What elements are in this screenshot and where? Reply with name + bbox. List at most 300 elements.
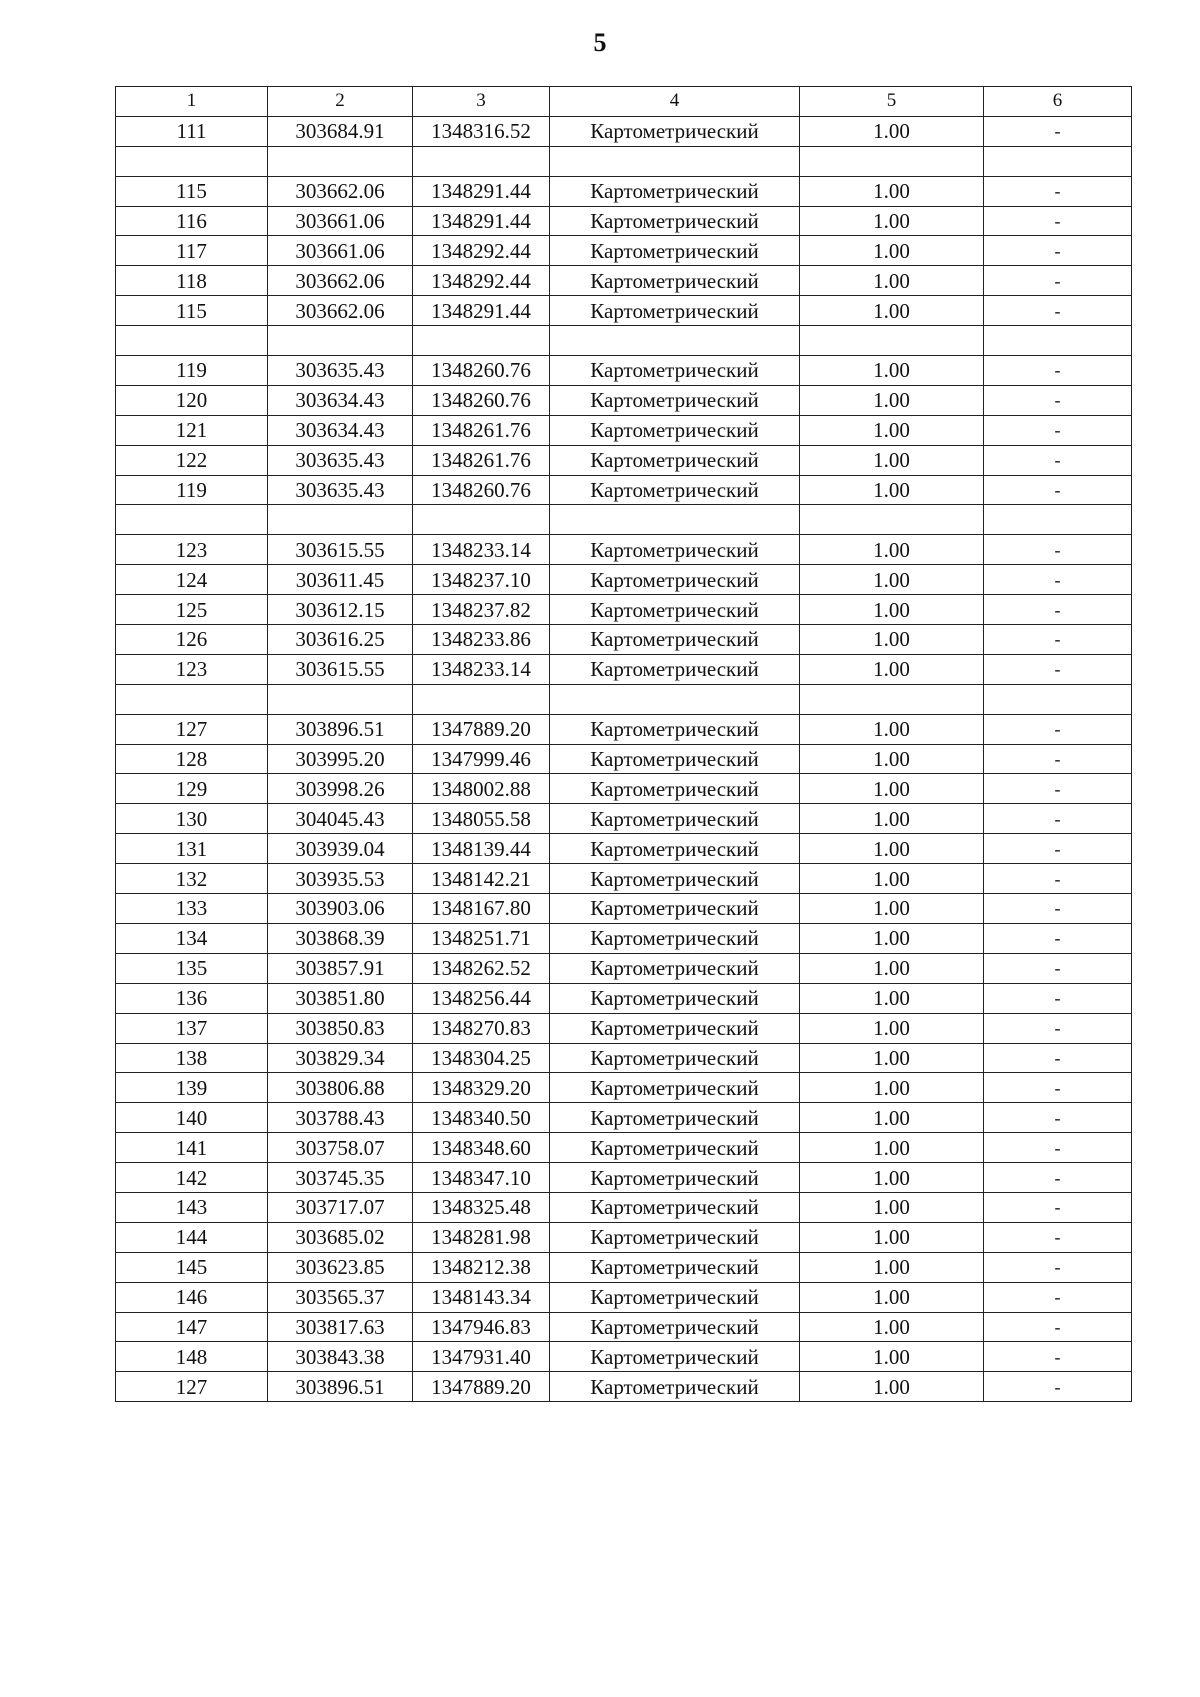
note-cell: - [984, 1073, 1132, 1103]
point-number-cell: 128 [116, 744, 268, 774]
y-coordinate-cell: 1348002.88 [413, 774, 550, 804]
method-cell: Картометрический [550, 595, 800, 625]
x-coordinate-cell: 303565.37 [268, 1282, 413, 1312]
accuracy-cell: 1.00 [800, 774, 984, 804]
accuracy-cell: 1.00 [800, 1192, 984, 1222]
x-coordinate-cell: 303998.26 [268, 774, 413, 804]
method-cell: Картометрический [550, 864, 800, 894]
note-cell: - [984, 1103, 1132, 1133]
accuracy-cell: 1.00 [800, 864, 984, 894]
note-cell [984, 146, 1132, 176]
accuracy-cell: 1.00 [800, 206, 984, 236]
table-row [116, 894, 1132, 924]
y-coordinate-cell: 1348270.83 [413, 1013, 550, 1043]
note-cell: - [984, 1252, 1132, 1282]
y-coordinate-cell: 1348233.14 [413, 654, 550, 684]
column-header: 4 [550, 87, 800, 117]
accuracy-cell: 1.00 [800, 1312, 984, 1342]
x-coordinate-cell: 303635.43 [268, 356, 413, 386]
table-row [116, 1163, 1132, 1193]
note-cell: - [984, 1043, 1132, 1073]
accuracy-cell: 1.00 [800, 1103, 984, 1133]
point-number-cell: 119 [116, 475, 268, 505]
point-number-cell: 126 [116, 625, 268, 655]
note-cell: - [984, 804, 1132, 834]
note-cell: - [984, 834, 1132, 864]
note-cell: - [984, 1222, 1132, 1252]
point-number-cell: 145 [116, 1252, 268, 1282]
method-cell: Картометрический [550, 475, 800, 505]
y-coordinate-cell: 1348262.52 [413, 953, 550, 983]
y-coordinate-cell: 1348139.44 [413, 834, 550, 864]
column-header: 1 [116, 87, 268, 117]
note-cell: - [984, 1372, 1132, 1402]
y-coordinate-cell: 1347946.83 [413, 1312, 550, 1342]
table-row [116, 774, 1132, 804]
coordinates-table [115, 86, 1132, 1402]
table-row [116, 1342, 1132, 1372]
method-cell: Картометрический [550, 894, 800, 924]
y-coordinate-cell: 1347889.20 [413, 714, 550, 744]
point-number-cell [116, 684, 268, 714]
y-coordinate-cell [413, 146, 550, 176]
y-coordinate-cell [413, 326, 550, 356]
note-cell: - [984, 116, 1132, 146]
y-coordinate-cell: 1348291.44 [413, 176, 550, 206]
x-coordinate-cell: 304045.43 [268, 804, 413, 834]
y-coordinate-cell: 1348291.44 [413, 206, 550, 236]
note-cell: - [984, 296, 1132, 326]
y-coordinate-cell: 1348281.98 [413, 1222, 550, 1252]
x-coordinate-cell: 303758.07 [268, 1133, 413, 1163]
table-header-row [116, 87, 1132, 117]
note-cell: - [984, 654, 1132, 684]
accuracy-cell: 1.00 [800, 385, 984, 415]
table-row [116, 415, 1132, 445]
x-coordinate-cell: 303635.43 [268, 475, 413, 505]
x-coordinate-cell: 303806.88 [268, 1073, 413, 1103]
column-header: 6 [984, 87, 1132, 117]
note-cell: - [984, 236, 1132, 266]
x-coordinate-cell: 303829.34 [268, 1043, 413, 1073]
point-number-cell: 148 [116, 1342, 268, 1372]
accuracy-cell: 1.00 [800, 296, 984, 326]
accuracy-cell [800, 684, 984, 714]
note-cell: - [984, 475, 1132, 505]
x-coordinate-cell [268, 684, 413, 714]
point-number-cell: 122 [116, 445, 268, 475]
x-coordinate-cell: 303850.83 [268, 1013, 413, 1043]
x-coordinate-cell: 303615.55 [268, 535, 413, 565]
table-row [116, 206, 1132, 236]
table-row [116, 116, 1132, 146]
table-row [116, 535, 1132, 565]
method-cell: Картометрический [550, 654, 800, 684]
note-cell: - [984, 1013, 1132, 1043]
note-cell: - [984, 923, 1132, 953]
accuracy-cell [800, 505, 984, 535]
x-coordinate-cell: 303662.06 [268, 296, 413, 326]
method-cell: Картометрический [550, 744, 800, 774]
y-coordinate-cell [413, 505, 550, 535]
accuracy-cell: 1.00 [800, 1013, 984, 1043]
x-coordinate-cell: 303684.91 [268, 116, 413, 146]
accuracy-cell: 1.00 [800, 1133, 984, 1163]
table-row [116, 864, 1132, 894]
point-number-cell: 130 [116, 804, 268, 834]
method-cell [550, 505, 800, 535]
point-number-cell: 111 [116, 116, 268, 146]
note-cell: - [984, 983, 1132, 1013]
y-coordinate-cell: 1348260.76 [413, 385, 550, 415]
y-coordinate-cell: 1348316.52 [413, 116, 550, 146]
y-coordinate-cell: 1348325.48 [413, 1192, 550, 1222]
point-number-cell: 116 [116, 206, 268, 236]
note-cell: - [984, 714, 1132, 744]
y-coordinate-cell: 1348237.10 [413, 565, 550, 595]
y-coordinate-cell: 1348348.60 [413, 1133, 550, 1163]
accuracy-cell: 1.00 [800, 595, 984, 625]
table-row [116, 475, 1132, 505]
x-coordinate-cell: 303611.45 [268, 565, 413, 595]
note-cell: - [984, 1342, 1132, 1372]
point-number-cell: 123 [116, 654, 268, 684]
method-cell: Картометрический [550, 1133, 800, 1163]
accuracy-cell: 1.00 [800, 1252, 984, 1282]
y-coordinate-cell: 1348329.20 [413, 1073, 550, 1103]
table-row [116, 714, 1132, 744]
accuracy-cell: 1.00 [800, 565, 984, 595]
accuracy-cell: 1.00 [800, 625, 984, 655]
x-coordinate-cell: 303634.43 [268, 385, 413, 415]
accuracy-cell: 1.00 [800, 1372, 984, 1402]
table-row [116, 684, 1132, 714]
table-body [116, 116, 1132, 1401]
x-coordinate-cell: 303685.02 [268, 1222, 413, 1252]
note-cell: - [984, 953, 1132, 983]
point-number-cell: 121 [116, 415, 268, 445]
point-number-cell: 129 [116, 774, 268, 804]
x-coordinate-cell: 303662.06 [268, 266, 413, 296]
table-row [116, 804, 1132, 834]
method-cell: Картометрический [550, 1013, 800, 1043]
point-number-cell: 138 [116, 1043, 268, 1073]
accuracy-cell: 1.00 [800, 475, 984, 505]
table-row [116, 654, 1132, 684]
x-coordinate-cell [268, 505, 413, 535]
point-number-cell: 123 [116, 535, 268, 565]
point-number-cell: 115 [116, 296, 268, 326]
table-row [116, 1013, 1132, 1043]
y-coordinate-cell: 1348304.25 [413, 1043, 550, 1073]
table-row [116, 445, 1132, 475]
accuracy-cell: 1.00 [800, 1163, 984, 1193]
method-cell: Картометрический [550, 206, 800, 236]
point-number-cell: 127 [116, 1372, 268, 1402]
y-coordinate-cell: 1348261.76 [413, 415, 550, 445]
y-coordinate-cell: 1348260.76 [413, 475, 550, 505]
table-row [116, 326, 1132, 356]
method-cell: Картометрический [550, 535, 800, 565]
note-cell: - [984, 1282, 1132, 1312]
method-cell [550, 146, 800, 176]
point-number-cell: 115 [116, 176, 268, 206]
x-coordinate-cell: 303661.06 [268, 206, 413, 236]
table-row [116, 953, 1132, 983]
note-cell: - [984, 1133, 1132, 1163]
table-row [116, 1372, 1132, 1402]
y-coordinate-cell: 1348233.14 [413, 535, 550, 565]
y-coordinate-cell: 1348167.80 [413, 894, 550, 924]
method-cell: Картометрический [550, 774, 800, 804]
accuracy-cell: 1.00 [800, 804, 984, 834]
table-row [116, 1222, 1132, 1252]
point-number-cell: 140 [116, 1103, 268, 1133]
table-row [116, 1192, 1132, 1222]
table-row [116, 1133, 1132, 1163]
y-coordinate-cell: 1348340.50 [413, 1103, 550, 1133]
method-cell: Картометрический [550, 1342, 800, 1372]
x-coordinate-cell: 303868.39 [268, 923, 413, 953]
accuracy-cell: 1.00 [800, 535, 984, 565]
x-coordinate-cell: 303857.91 [268, 953, 413, 983]
note-cell: - [984, 864, 1132, 894]
x-coordinate-cell: 303939.04 [268, 834, 413, 864]
method-cell: Картометрический [550, 445, 800, 475]
x-coordinate-cell: 303745.35 [268, 1163, 413, 1193]
method-cell: Картометрический [550, 236, 800, 266]
note-cell: - [984, 176, 1132, 206]
method-cell: Картометрический [550, 1043, 800, 1073]
point-number-cell: 127 [116, 714, 268, 744]
note-cell: - [984, 356, 1132, 386]
point-number-cell: 119 [116, 356, 268, 386]
point-number-cell: 143 [116, 1192, 268, 1222]
x-coordinate-cell: 303935.53 [268, 864, 413, 894]
note-cell [984, 505, 1132, 535]
table-row [116, 1073, 1132, 1103]
accuracy-cell: 1.00 [800, 116, 984, 146]
accuracy-cell: 1.00 [800, 983, 984, 1013]
x-coordinate-cell: 303896.51 [268, 714, 413, 744]
y-coordinate-cell: 1348347.10 [413, 1163, 550, 1193]
point-number-cell [116, 505, 268, 535]
method-cell: Картометрический [550, 116, 800, 146]
x-coordinate-cell: 303817.63 [268, 1312, 413, 1342]
point-number-cell: 147 [116, 1312, 268, 1342]
method-cell: Картометрический [550, 565, 800, 595]
table-row [116, 146, 1132, 176]
y-coordinate-cell: 1347889.20 [413, 1372, 550, 1402]
point-number-cell: 124 [116, 565, 268, 595]
note-cell: - [984, 625, 1132, 655]
y-coordinate-cell: 1348143.34 [413, 1282, 550, 1312]
table-row [116, 834, 1132, 864]
x-coordinate-cell: 303616.25 [268, 625, 413, 655]
point-number-cell: 125 [116, 595, 268, 625]
y-coordinate-cell: 1348142.21 [413, 864, 550, 894]
point-number-cell [116, 326, 268, 356]
y-coordinate-cell: 1348055.58 [413, 804, 550, 834]
note-cell: - [984, 565, 1132, 595]
point-number-cell: 131 [116, 834, 268, 864]
method-cell: Картометрический [550, 296, 800, 326]
point-number-cell: 133 [116, 894, 268, 924]
y-coordinate-cell: 1348212.38 [413, 1252, 550, 1282]
table-row [116, 744, 1132, 774]
x-coordinate-cell: 303851.80 [268, 983, 413, 1013]
x-coordinate-cell: 303717.07 [268, 1192, 413, 1222]
accuracy-cell: 1.00 [800, 834, 984, 864]
accuracy-cell: 1.00 [800, 923, 984, 953]
table-row [116, 625, 1132, 655]
point-number-cell: 117 [116, 236, 268, 266]
note-cell: - [984, 744, 1132, 774]
x-coordinate-cell: 303843.38 [268, 1342, 413, 1372]
table-row [116, 1282, 1132, 1312]
note-cell: - [984, 206, 1132, 236]
method-cell: Картометрический [550, 834, 800, 864]
page-number: 5 [593, 28, 607, 57]
note-cell: - [984, 595, 1132, 625]
point-number-cell: 141 [116, 1133, 268, 1163]
table-row [116, 565, 1132, 595]
point-number-cell: 120 [116, 385, 268, 415]
note-cell: - [984, 535, 1132, 565]
point-number-cell: 136 [116, 983, 268, 1013]
method-cell: Картометрический [550, 415, 800, 445]
method-cell: Картометрический [550, 266, 800, 296]
accuracy-cell: 1.00 [800, 744, 984, 774]
method-cell: Картометрический [550, 1312, 800, 1342]
y-coordinate-cell: 1348260.76 [413, 356, 550, 386]
table-row [116, 1103, 1132, 1133]
y-coordinate-cell: 1347931.40 [413, 1342, 550, 1372]
y-coordinate-cell: 1348261.76 [413, 445, 550, 475]
method-cell: Картометрический [550, 714, 800, 744]
table-row [116, 236, 1132, 266]
accuracy-cell: 1.00 [800, 654, 984, 684]
method-cell: Картометрический [550, 1192, 800, 1222]
x-coordinate-cell [268, 326, 413, 356]
point-number-cell: 118 [116, 266, 268, 296]
method-cell: Картометрический [550, 625, 800, 655]
accuracy-cell: 1.00 [800, 1043, 984, 1073]
method-cell: Картометрический [550, 1252, 800, 1282]
method-cell: Картометрический [550, 1163, 800, 1193]
method-cell: Картометрический [550, 1282, 800, 1312]
column-header: 3 [413, 87, 550, 117]
accuracy-cell: 1.00 [800, 1282, 984, 1312]
y-coordinate-cell: 1348291.44 [413, 296, 550, 326]
note-cell [984, 684, 1132, 714]
table-row [116, 923, 1132, 953]
note-cell: - [984, 1192, 1132, 1222]
y-coordinate-cell: 1347999.46 [413, 744, 550, 774]
note-cell [984, 326, 1132, 356]
table-row [116, 983, 1132, 1013]
method-cell [550, 326, 800, 356]
method-cell: Картометрический [550, 923, 800, 953]
method-cell: Картометрический [550, 804, 800, 834]
note-cell: - [984, 445, 1132, 475]
y-coordinate-cell: 1348251.71 [413, 923, 550, 953]
method-cell: Картометрический [550, 1073, 800, 1103]
point-number-cell [116, 146, 268, 176]
x-coordinate-cell: 303635.43 [268, 445, 413, 475]
table-row [116, 1312, 1132, 1342]
point-number-cell: 135 [116, 953, 268, 983]
note-cell: - [984, 1312, 1132, 1342]
accuracy-cell: 1.00 [800, 356, 984, 386]
note-cell: - [984, 385, 1132, 415]
x-coordinate-cell: 303623.85 [268, 1252, 413, 1282]
accuracy-cell: 1.00 [800, 714, 984, 744]
accuracy-cell: 1.00 [800, 1073, 984, 1103]
x-coordinate-cell: 303788.43 [268, 1103, 413, 1133]
table-row [116, 595, 1132, 625]
note-cell: - [984, 894, 1132, 924]
x-coordinate-cell: 303612.15 [268, 595, 413, 625]
table-row [116, 176, 1132, 206]
accuracy-cell [800, 146, 984, 176]
point-number-cell: 142 [116, 1163, 268, 1193]
accuracy-cell: 1.00 [800, 236, 984, 266]
point-number-cell: 146 [116, 1282, 268, 1312]
method-cell: Картометрический [550, 953, 800, 983]
method-cell: Картометрический [550, 356, 800, 386]
note-cell: - [984, 415, 1132, 445]
y-coordinate-cell: 1348292.44 [413, 266, 550, 296]
table-row [116, 505, 1132, 535]
y-coordinate-cell: 1348256.44 [413, 983, 550, 1013]
accuracy-cell: 1.00 [800, 1222, 984, 1252]
point-number-cell: 144 [116, 1222, 268, 1252]
table-row [116, 356, 1132, 386]
accuracy-cell: 1.00 [800, 266, 984, 296]
y-coordinate-cell [413, 684, 550, 714]
table-row [116, 1043, 1132, 1073]
x-coordinate-cell: 303995.20 [268, 744, 413, 774]
accuracy-cell: 1.00 [800, 176, 984, 206]
y-coordinate-cell: 1348233.86 [413, 625, 550, 655]
column-header: 2 [268, 87, 413, 117]
accuracy-cell: 1.00 [800, 953, 984, 983]
accuracy-cell: 1.00 [800, 415, 984, 445]
method-cell: Картометрический [550, 176, 800, 206]
method-cell: Картометрический [550, 1372, 800, 1402]
accuracy-cell [800, 326, 984, 356]
x-coordinate-cell: 303662.06 [268, 176, 413, 206]
table-row [116, 266, 1132, 296]
x-coordinate-cell: 303615.55 [268, 654, 413, 684]
point-number-cell: 137 [116, 1013, 268, 1043]
note-cell: - [984, 1163, 1132, 1193]
x-coordinate-cell: 303896.51 [268, 1372, 413, 1402]
note-cell: - [984, 266, 1132, 296]
table-row [116, 1252, 1132, 1282]
x-coordinate-cell: 303634.43 [268, 415, 413, 445]
note-cell: - [984, 774, 1132, 804]
x-coordinate-cell: 303661.06 [268, 236, 413, 266]
method-cell: Картометрический [550, 983, 800, 1013]
accuracy-cell: 1.00 [800, 894, 984, 924]
method-cell [550, 684, 800, 714]
x-coordinate-cell: 303903.06 [268, 894, 413, 924]
point-number-cell: 139 [116, 1073, 268, 1103]
method-cell: Картометрический [550, 1222, 800, 1252]
table-row [116, 296, 1132, 326]
